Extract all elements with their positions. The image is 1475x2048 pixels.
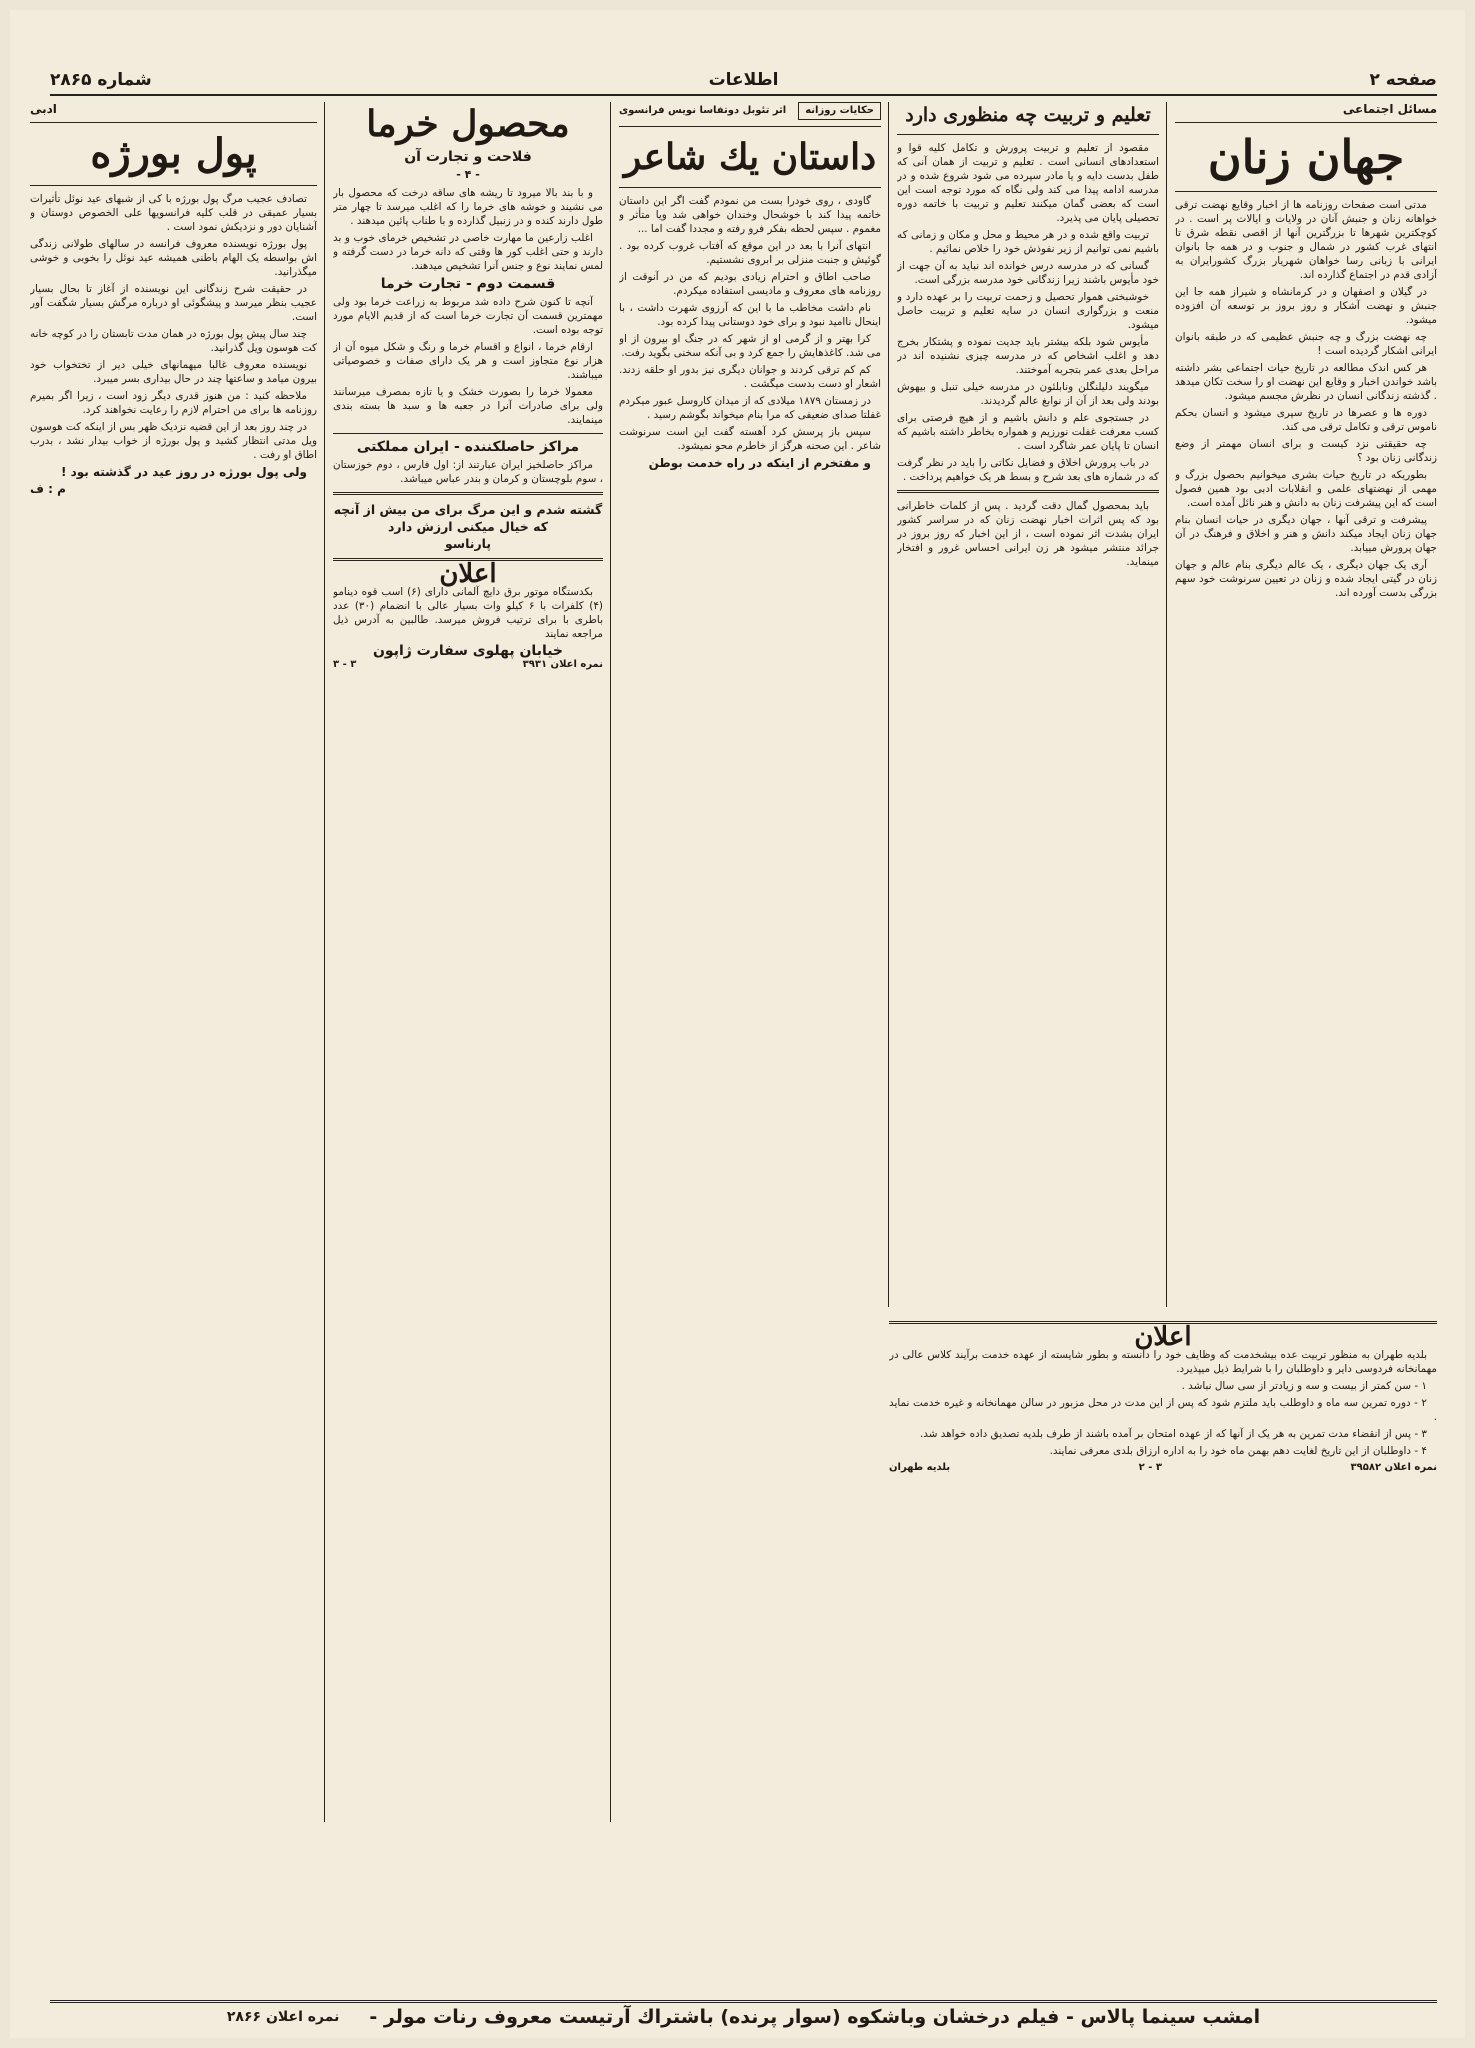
paragraph: کم کم ترقی کردند و جوانان دیگری نیز بدور او حلقه زدند. اشعار او دست بدست میگشت . bbox=[619, 364, 881, 390]
notice-ref: نمره اعلان ۳۹۵۸۲ bbox=[1350, 1462, 1437, 1473]
paragraph: چه نهضت بزرگ و چه جنبش عظیمی که در طبقه بانوان ایرانی اشکار گردیده است ! bbox=[1175, 331, 1437, 357]
column-date-crop bbox=[333, 102, 603, 1822]
paragraph: دوره ها و عصرها در تاریخ سپری میشود و انسان بحکم ناموس ترقی و تکامل ترقی می کند. bbox=[1175, 407, 1437, 433]
paragraph: نام داشت مخاطب ما با این که آرزوی شهرت داشت ، با اینحال ناامید نبود و برای خود دوستانی پیدا کرده بود. bbox=[619, 302, 881, 328]
paper-name: اطلاعات bbox=[708, 70, 779, 90]
paragraph: در گیلان و اصفهان و در کرمانشاه و شیراز همه جا این جنبش و نهضت آشکار و روز بروز بر توسعه آن افزوده میشود. bbox=[1175, 286, 1437, 326]
paragraph: ارقام خرما ، انواع و اقسام خرما و رنگ و شکل میوه آن از هزار نوع متجاوز است و هر یک دارای صفات و خصوصیاتی میباشند. bbox=[333, 341, 603, 381]
newspaper-page bbox=[10, 10, 1465, 2038]
byline: اثر تئوبل دوتفاسا نویس فرانسوی bbox=[619, 105, 787, 116]
paragraph: آری یک جهان دیگری ، یک عالم دیگری بنام عالم و جهان زنان در گیتی ایجاد شده و زنان در تعیین سرنوشت خود سهم بزرگی بدست آورده اند. bbox=[1175, 559, 1437, 599]
paragraph: بطوریکه در تاریخ حیات بشری میخوانیم بحصول بزرگ و مهمی از نهضتهای علمی و انقلابات ادبی بود همین فصول است که این پیشرفت زنان به دانش و هنر نائل آمده است. bbox=[1175, 469, 1437, 509]
article-title: داستان یك شاعر bbox=[623, 136, 877, 178]
paragraph: نویسنده معروف غالبا میهمانهای خیلی دیر از تختخواب خود بیرون میامد و ساعتها چند در حال بیداری بسر میبرد. bbox=[30, 359, 317, 385]
story-tag: حکایات روزانه bbox=[798, 102, 881, 120]
bottom-notice bbox=[889, 1315, 1437, 1815]
paragraph: هر کس اندک مطالعه در تاریخ حیات اجتماعی بشر داشته باشد خواندن اخبار و وقایع این نهضت او را سخت تکان میدهد . گذشته زندگانی انسان در نظرش مجسم میشود. bbox=[1175, 362, 1437, 402]
article-subtitle: فلاحت و تجارت آن bbox=[404, 149, 532, 165]
paragraph: گسانی که در مدرسه درس خوانده اند نباید به آن جهت از خود مأیوس باشند زیرا زندگانی خود مدرسه بزرگی است. bbox=[897, 260, 1159, 286]
column-paul-bourget bbox=[30, 102, 317, 1822]
paragraph: پول بورژه نویسنده معروف فرانسه در سالهای طولانی زندگی اش بواسطه یک الهام باطنی همیشه عید نوئل را بخوبی و خوشی میگذرانید. bbox=[30, 238, 317, 278]
paragraph: گاودی ، روی خودرا بست من نمودم گفت اگر این داستان خاتمه پیدا کند با خوشحال وخندان خواهی شد ویا متأثر و مغموم . سپس لحظه بفکر فرو رفته و مجددا گفت اما ... bbox=[619, 195, 881, 235]
paragraph: و با بند بالا میرود تا ریشه های ساقه درخت که محصول بار می نشیند و خوشه های خرما را که اغلب میرسد تا چهار متر طول دارند کنده و در زنبیل گذارده و با طناب پائین میدهند . bbox=[333, 187, 603, 227]
part-number: - ۴ - bbox=[456, 168, 480, 181]
issue-number: شماره ۲۸۶۵ bbox=[50, 70, 152, 90]
paragraph: صاحب اطاق و احترام زیادی بودیم که من در آنوقت از روزنامه های معروف و مادیسی استفاده میکردم. bbox=[619, 271, 881, 297]
boxed-paragraph: باید بمحصول گمال دقت گردید . پس از کلمات خاطرانی بود که پس اثرات اخبار نهضت زنان که در سراسر کشور ایران بشدت اثر نموده است ، از این اخبار که روز بروز در جرائد منتشر میشود هر زن ایرانی احساس غرور و افتخار مینماید. bbox=[897, 500, 1159, 568]
notice-ref: نمره اعلان ۳۹۳۱ bbox=[522, 659, 603, 670]
paragraph: تربیت واقع شده و در هر محیط و محل و مکان و زمانی که باشیم نمی توانیم از زیر نفوذش خود را خلاص نمائیم . bbox=[897, 229, 1159, 255]
column-poet-story bbox=[619, 102, 881, 1822]
article-title: جهان زنان bbox=[1207, 130, 1405, 184]
footer-ref: نمره اعلان ۲۸۶۶ bbox=[226, 2008, 340, 2025]
notice-text: بکدستگاه موتور برق دایچ آلمانی دارای (۶) اسب قوه دینامو (۴) کلفرات با ۶ کیلو وات بسیار عالی با انضمام (۳۰) عدد باطری با برای ترتیب فروش میرسد. طالبین به آدرس ذیل مراجعه نمایند bbox=[333, 586, 603, 640]
section-heading: قسمت دوم - تجارت خرما bbox=[380, 276, 556, 292]
paragraph: آنچه تا کنون شرح داده شد مربوط به زراعت خرما بود ولی مهمترین قسمت آن تجارت خرما است که از قدیم الایام مورد توجه بوده است. bbox=[333, 296, 603, 336]
paragraph: مراکز حاصلخیز ایران عبارتند از: اول فارس ، دوم خوزستان ، سوم بلوچستان و کرمان و بندر عباس میباشد. bbox=[333, 459, 603, 485]
notice-num: ۳ - ۳ bbox=[333, 659, 357, 670]
notice-num: ۳ - ۲ bbox=[1138, 1462, 1162, 1473]
subsection-heading: مراکز حاصلکننده - ایران مملکتی bbox=[356, 439, 580, 455]
notice-ref-row bbox=[889, 1461, 1437, 1475]
notice-item: ۲ - دوره تمرین سه ماه و داوطلب باید ملتزم شود که پس از این مدت در محل مزبور در سالن مهمانخانه و غیره خدمت نماید . bbox=[889, 1397, 1437, 1423]
article-title: محصول خرما bbox=[366, 103, 570, 145]
paragraph: چند سال پیش پول بورژه در همان مدت تابستان را در کوچه خانه کت هوسون ویل گذرانید. bbox=[30, 328, 317, 354]
column-women-world bbox=[1175, 102, 1437, 1307]
page-number: صفحه ۲ bbox=[1369, 70, 1437, 90]
paragraph: در جستجوی علم و دانش باشیم و از هیچ فرصتی برای کسب معرفت غفلت نورزیم و همواره بخاطر داشته باشیم که انسان تا پایان عمر شاگرد است . bbox=[897, 412, 1159, 452]
paragraph: در چند روز بعد از این قضیه نزدیک ظهر بس از اینکه کت هوسون ویل مدتی انتظار کشید و پول بورژه از خواب بیدار نشد ، بدرب اطاق او رفت . bbox=[30, 421, 317, 461]
notice-address: خیابان پهلوی سفارت ژاپون bbox=[372, 643, 564, 659]
paragraph: کرا بهتر و از گرمی او از شهر که در جنگ او بیرون از او می شد. کاغذهایش را جمع کرد و بی آنکه سخنی بگوید رفت. bbox=[619, 333, 881, 359]
notice-title: اعلان bbox=[1134, 1322, 1192, 1352]
paragraph: معمولا خرما را بصورت خشک و یا تازه بمصرف میرسانند ولی برای صادرات آنرا در جعبه ها و سبد ها بسته بندی مینمایند. bbox=[333, 386, 603, 426]
column-education bbox=[897, 102, 1159, 1307]
quote-notice: گشته شدم و این مرگ برای من بیش از آنچه که خیال میکنی ارزش دارد bbox=[333, 502, 603, 534]
paragraph: انتهای آنرا با بعد در این موقع که آفتاب غروب کرده بود . گوئیش و جنبت منزلی بر ابروی نشستیم. bbox=[619, 240, 881, 266]
paragraph: اغلب زارعین ما مهارت خاصی در تشخیص خرمای خوب و بد دارند و حتی اغلب کور ها وقتی که دانه خرما در دست گرفته و لمس نمایند نوع و جنس آنرا تشخیص میدهند. bbox=[333, 232, 603, 272]
paragraph: مدتی است صفحات روزنامه ها از اخبار وقایع نهضت ترقی خواهانه زنان و جنبش آنان در ولایات و ایالات پر است . در کوچکترین شهرها تا بزرگترین آنها از اقصی نقطه شرق تا انتهای غرب کشور در شمال و جنوب و در همه جا بانوان ایرانی با زبانی رسا خواهان شهریار بزرگ کشورایران به آزادی قدم در اجتماع گذارده اند. bbox=[1175, 199, 1437, 281]
article-title: پول بورژه bbox=[90, 130, 257, 177]
paragraph: ولی پول بورژه در روز عید در گذشته بود ! bbox=[60, 465, 307, 479]
columns bbox=[30, 102, 1437, 1967]
paragraph: سپس باز پرسش کرد آهسته گفت این است سرنوشت شاعر . این صحنه هرگز از خاطرم محو نمیشود. bbox=[619, 426, 881, 452]
notice-item: ۱ - سن کمتر از بیست و سه و زیادتر از سی سال نباشد . bbox=[1181, 1380, 1427, 1392]
masthead bbox=[50, 56, 1437, 96]
signature: م : ف bbox=[30, 482, 66, 496]
paragraph: ملاحظه کنید : من هنوز قدری دیگر زود است ، زیرا اگر بمیرم روزنامه ها برای من احترام لازم را رعایت نخواهند کرد. bbox=[30, 390, 317, 416]
paragraph: و مفتخرم از اینکه در راه خدمت بوطن bbox=[648, 456, 871, 470]
paragraph: میگویند دلیلنگلن ونابلئون در مدرسه خیلی تنبل و بیهوش بودند ولی بعد از آن از نوابغ عالم گردیدند. bbox=[897, 381, 1159, 407]
paragraph: خوشبختی هموار تحصیل و زحمت تربیت را بر عهده دارد و منعت و بزرگواری انسان در سایه تعلیم و تربیت حاصل میشود. bbox=[897, 291, 1159, 331]
section-label: مسائل اجتماعی bbox=[1342, 102, 1437, 116]
paragraph: در باب پرورش اخلاق و فضایل نکاتی را باید در نظر گرفت که در شماره های بعد شرح و بسط هر یک خواهیم پرداخت . bbox=[897, 457, 1159, 483]
paragraph: چه حقیقتی نزد کیست و برای انسان مهمتر از وضع زندگانی زنان بود ؟ bbox=[1175, 438, 1437, 464]
quote-author: پارناسو bbox=[444, 536, 492, 551]
cinema-ad: امشب سینما پالاس - فیلم درخشان وباشکوه (سوار پرنده) باشتراك آرتیست معروف رنات مولر - bbox=[369, 2005, 1261, 2028]
article-title: تعلیم و تربیت چه منظوری دارد bbox=[905, 104, 1151, 126]
notice-signature: بلدیه طهران bbox=[889, 1462, 951, 1473]
paragraph: مأیوس شود بلکه بیشتر باید جدیت نموده و پشتکار بخرج دهد و اغلب اشخاص که در مدرسه چیزی نشنیده اند در مراحل بعدی عمر بتجربه آموختند. bbox=[897, 336, 1159, 376]
paragraph: در حقیقت شرح زندگانی این نویسنده از آغاز تا بحال بسیار عجیب بنظر میرسد و پیشگوئی او درباره مرگش بسیار شگفت آور است. bbox=[30, 283, 317, 323]
notice-ref-row bbox=[333, 658, 603, 672]
notice-text: بلدیه طهران به منظور تربیت عده بیشخدمت که وظایف خود را دانسته و بطور شایسته از عهده خدمت برآیند کلاس عالی در مهمانخانه فردوسی دایر و داوطلبان را با شرایط ذیل میپذیرد. bbox=[889, 1349, 1437, 1375]
paragraph: پیشرفت و ترقی آنها ، جهان دیگری در حیات انسان بنام جهان زنان ایجاد میکند دانش و هنر و اخلاق و فرهنگ در آن جهان پرورش مییابد. bbox=[1175, 514, 1437, 554]
paragraph: مقصود از تعلیم و تربیت پرورش و تکامل کلیه قوا و استعدادهای انسانی است . تعلیم و تربیت از همان آنی که طفل بدست دایه و یا مادر سپرده می شود شروع شده و در مدرسه ادامه پیدا می کند ولی نگاه که مورد توجه است این است که بعضی گمان میکنند تعلیم و تربیت با خاتمه دوره تحصیلی پایان می پذیرد. bbox=[897, 142, 1159, 224]
notice-item: ۴ - داوطلبان از این تاریخ لغایت دهم بهمن ماه خود را به اداره ارزاق بلدی معرفی نمایند. bbox=[1049, 1445, 1427, 1457]
footer-banner bbox=[50, 2000, 1437, 2030]
paragraph: در زمستان ۱۸۷۹ میلادی که از میدان کاروسل عبور میکردم غفلتا صدای ضعیفی که مرا بنام میخواند بگوشم رسید . bbox=[619, 395, 881, 421]
notice-title: اعلان bbox=[439, 559, 497, 589]
notice-item: ۳ - پس از انقضاء مدت تمرین به هر یک از آنها که از عهده امتحان بر آمده باشند از طرف بلدیه تصدیق داده خواهد شد. bbox=[919, 1428, 1427, 1440]
category-label: ادبی bbox=[30, 102, 57, 116]
paragraph: تصادف عجیب مرگ پول بورژه با کی از شبهای عید نوئل تأثیرات بسیار عمیقی در قلب کلیه فرانسویها علی الخصوص دوستان و آشنایان دور و نزدیکش نمود است . bbox=[30, 193, 317, 233]
